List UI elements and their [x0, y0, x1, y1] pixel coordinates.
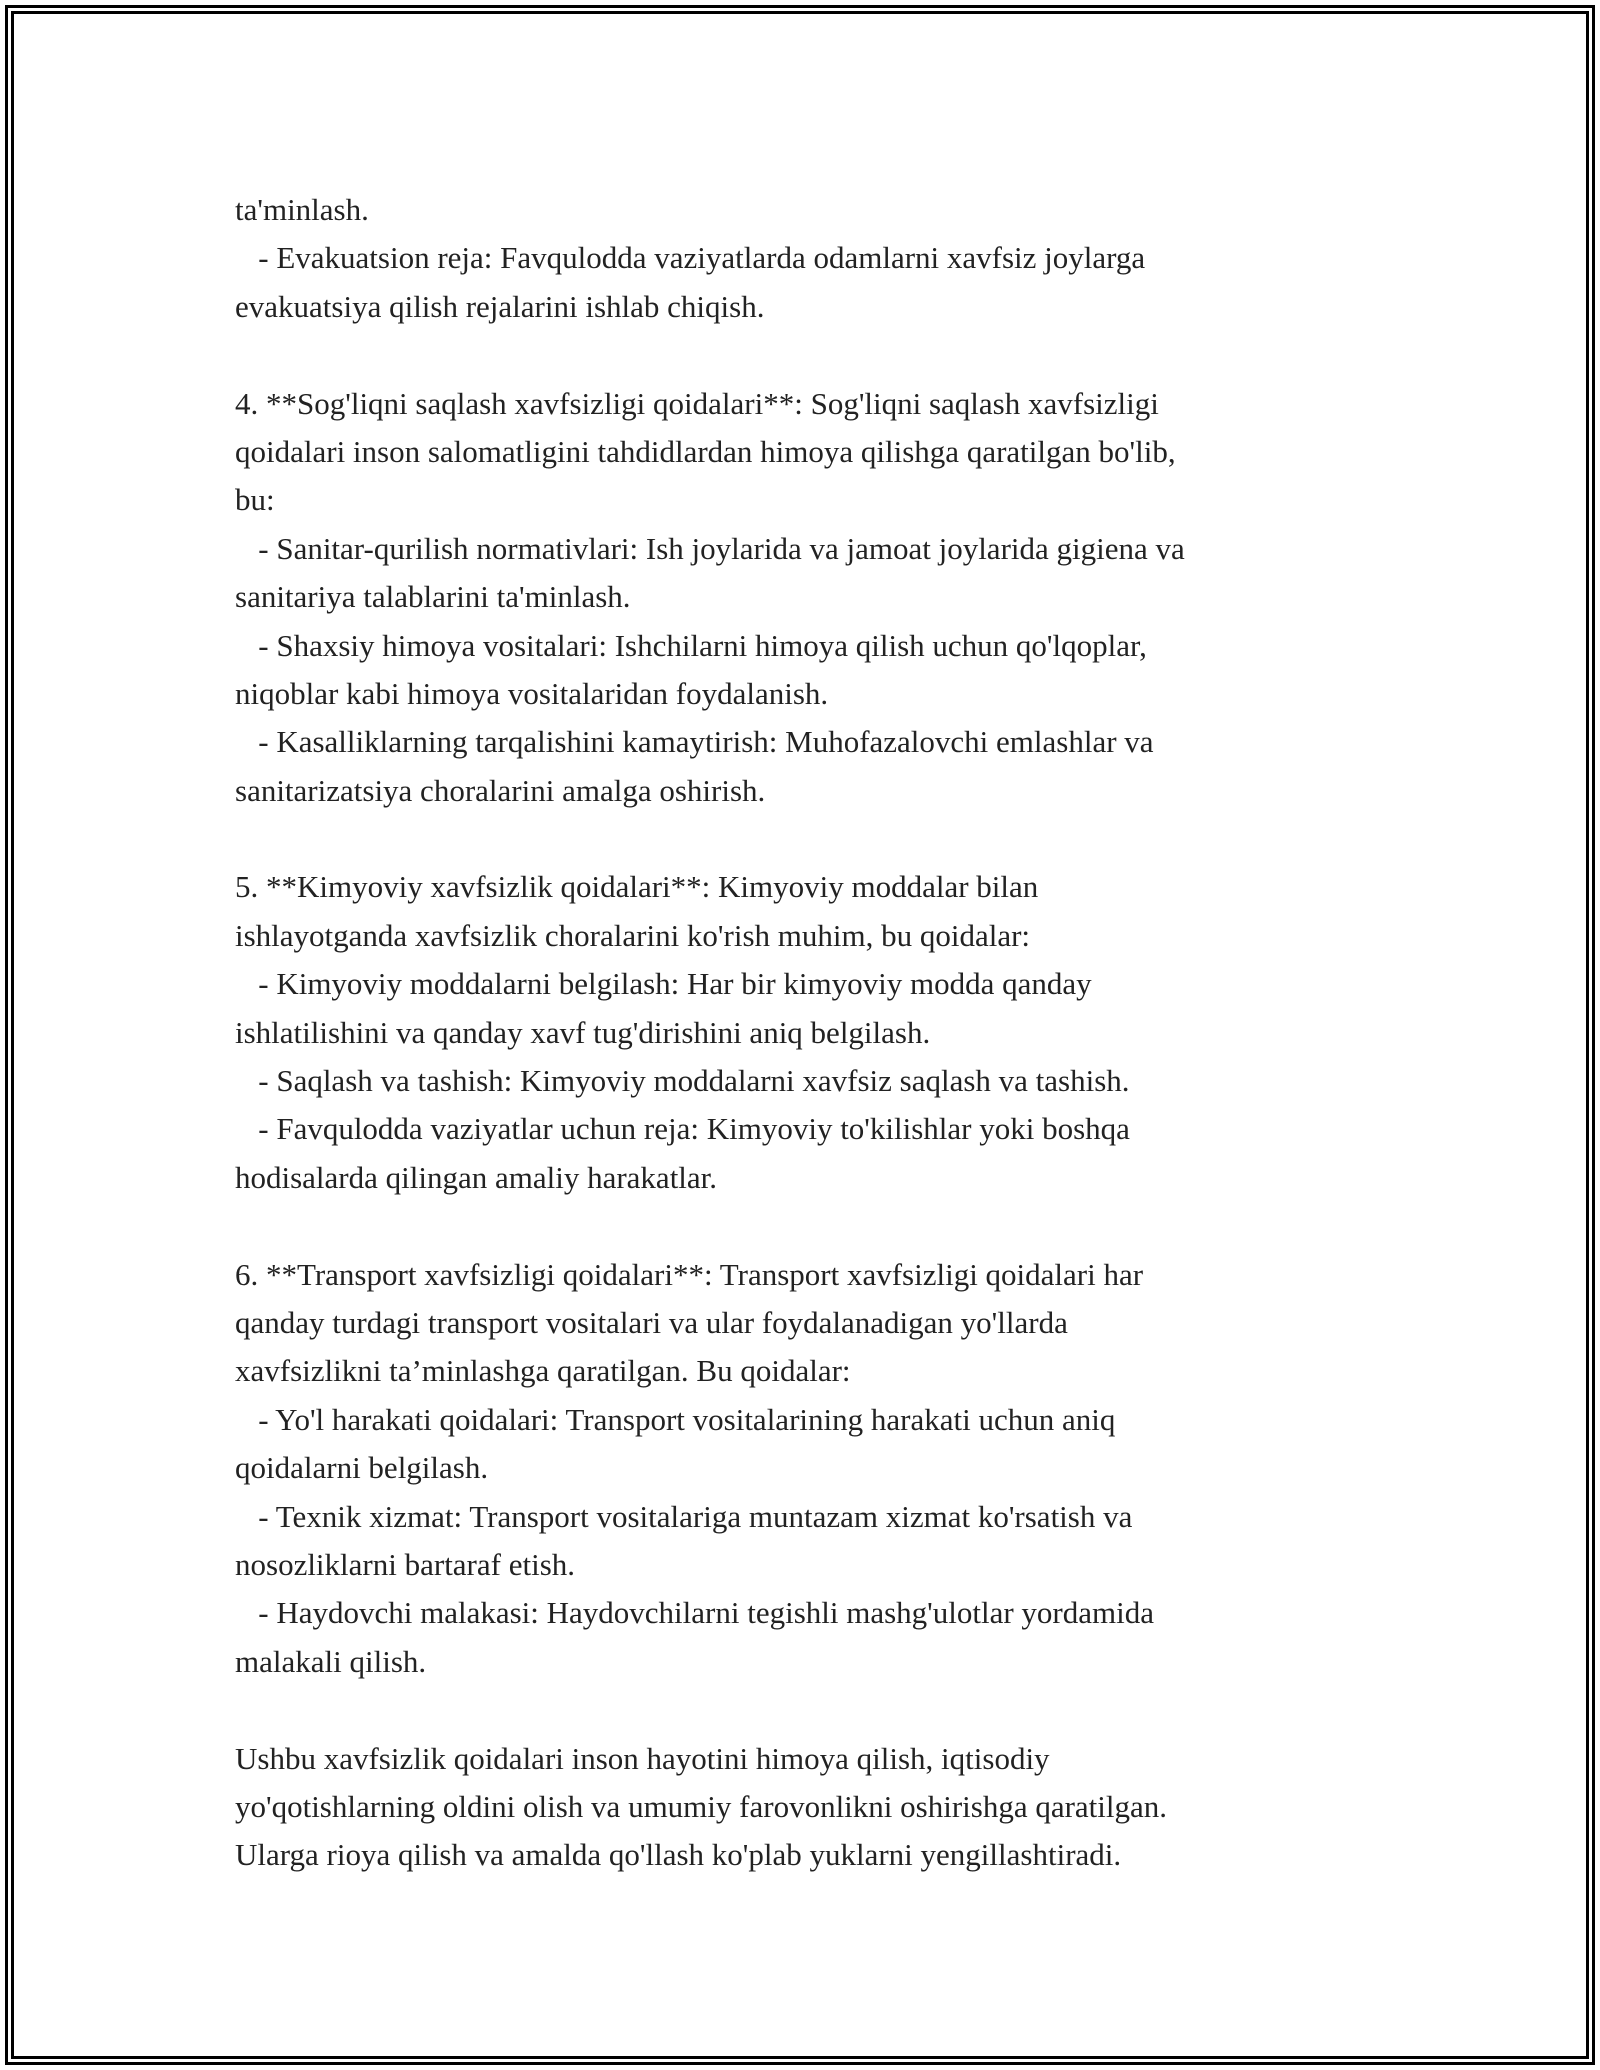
text-line: bu: — [235, 482, 275, 518]
blank-line — [235, 1202, 1415, 1250]
list-item-line: - Texnik xizmat: Transport vositalariga muntazam xizmat ko'rsatish va — [235, 1498, 1133, 1534]
list-item-line: - Favqulodda vaziyatlar uchun reja: Kimyoviy to'kilishlar yoki boshqa — [235, 1111, 1130, 1147]
list-item-line: - Sanitar-qurilish normativlari: Ish joylarida va jamoat joylarida gigiena va — [235, 530, 1185, 566]
list-item-line: - Kasalliklarning tarqalishini kamaytirish: Muhofazalovchi emlashlar va — [235, 724, 1154, 760]
text-line: niqoblar kabi himoya vositalaridan foydalanish. — [235, 675, 829, 711]
conclusion-line: yo'qotishlarning oldini olish va umumiy farovonlikni oshirishga qaratilgan. — [235, 1788, 1168, 1824]
text-line: - Evakuatsion reja: Favqulodda vaziyatlarda odamlarni xavfsiz joylarga — [235, 240, 1146, 276]
list-item-line: - Saqlash va tashish: Kimyoviy moddalarni xavfsiz saqlash va tashish. — [235, 1063, 1130, 1099]
blank-line — [235, 815, 1415, 863]
section-heading-line: 4. **Sog'liqni saqlash xavfsizligi qoidalari**: Sog'liqni saqlash xavfsizligi — [235, 385, 1159, 421]
list-item-line: - Shaxsiy himoya vositalari: Ishchilarni himoya qilish uchun qo'lqoplar, — [235, 627, 1147, 663]
text-line: malakali qilish. — [235, 1643, 427, 1679]
text-line: qanday turdagi transport vositalari va ular foydalanadigan yo'llarda — [235, 1304, 1068, 1340]
blank-line — [235, 331, 1415, 379]
text-line: ta'minlash. — [235, 192, 369, 227]
list-item-line: - Kimyoviy moddalarni belgilash: Har bir kimyoviy modda qanday — [235, 966, 1092, 1002]
text-line: nosozliklarni bartaraf etish. — [235, 1546, 576, 1582]
section-heading-line: 6. **Transport xavfsizligi qoidalari**: Transport xavfsizligi qoidalari har — [235, 1256, 1144, 1292]
list-item-line: - Yo'l harakati qoidalari: Transport vositalarining harakati uchun aniq — [235, 1401, 1116, 1437]
text-line: qoidalari inson salomatligini tahdidlardan himoya qilishga qaratilgan bo'lib, — [235, 433, 1176, 469]
conclusion-line: Ularga rioya qilish va amalda qo'llash ko'plab yuklarni yengillashtiradi. — [235, 1837, 1122, 1873]
text-line: ishlatilishini va qanday xavf tug'dirishini aniq belgilash. — [235, 1014, 931, 1050]
text-line: evakuatsiya qilish rejalarini ishlab chiqish. — [235, 288, 765, 324]
text-line: xavfsizlikni ta’minlashga qaratilgan. Bu qoidalar: — [235, 1353, 851, 1389]
conclusion-line: Ushbu xavfsizlik qoidalari inson hayotini himoya qilish, iqtisodiy — [235, 1740, 1050, 1776]
text-line: sanitariya talablarini ta'minlash. — [235, 579, 631, 615]
text-line: ishlayotganda xavfsizlik choralarini ko'rish muhim, bu qoidalar: — [235, 917, 1031, 953]
list-item-line: - Haydovchi malakasi: Haydovchilarni tegishli mashg'ulotlar yordamida — [235, 1595, 1154, 1631]
document-body — [235, 186, 1415, 1880]
blank-line — [235, 1686, 1415, 1734]
text-line: qoidalarni belgilash. — [235, 1450, 489, 1486]
section-heading-line: 5. **Kimyoviy xavfsizlik qoidalari**: Kimyoviy moddalar bilan — [235, 869, 1039, 905]
text-line: hodisalarda qilingan amaliy harakatlar. — [235, 1159, 718, 1195]
text-line: sanitarizatsiya choralarini amalga oshirish. — [235, 772, 766, 808]
